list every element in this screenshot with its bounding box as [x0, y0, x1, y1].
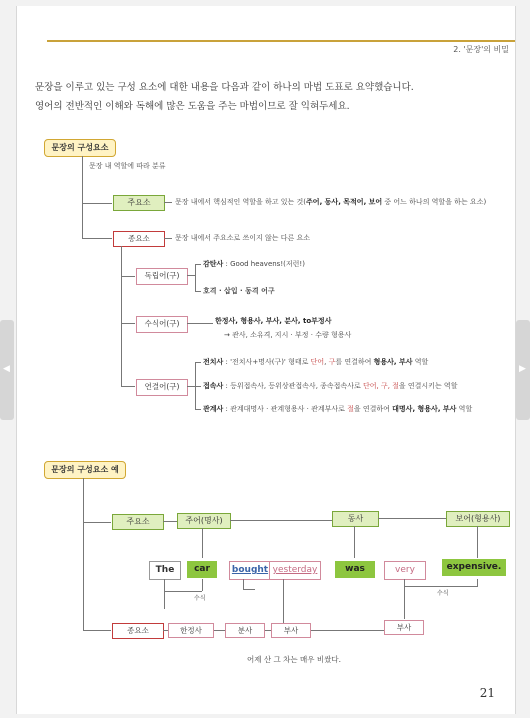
independent-box: 독립어(구) — [136, 268, 188, 285]
connector-conjunction: 접속사 : 등위접속사, 등위상관접속사, 종속접속사로 단어, 구, 절을 연결시키는 역할 — [203, 382, 458, 390]
next-page-arrow[interactable] — [516, 320, 530, 420]
modifies-label-1: 수식 — [194, 595, 206, 602]
role-subject: 주어(명사) — [177, 513, 231, 529]
word-the: The — [149, 561, 181, 580]
diagram2-title: 문장의 구성요소 예 — [44, 461, 126, 479]
word-expensive: expensive. — [442, 559, 506, 576]
modifies-label-2: 수식 — [437, 590, 449, 597]
ex-main-box: 주요소 — [112, 514, 164, 530]
word-was: was — [335, 561, 375, 578]
diagram1-title: 문장의 구성요소 — [44, 139, 116, 157]
intro-line-1: 문장을 이루고 있는 구성 요소에 대한 내용을 다음과 같이 하나의 마법 도표로 요약했습니다. — [35, 82, 414, 93]
role-complement: 보어(형용사) — [446, 511, 510, 527]
connector-box: 연결어(구) — [136, 379, 188, 396]
modifier-item-1: 한정사, 형용사, 부사, 분사, to부정사 — [215, 317, 332, 325]
classification-note: 문장 내 역할에 따라 분류 — [89, 162, 166, 170]
page-number: 21 — [479, 686, 495, 700]
connector-relative: 관계사 : 관계대명사 · 관계형용사 · 관계부사로 절을 연결하여 대명사, 형용사, 부사 역할 — [203, 405, 473, 413]
translation: 어제 산 그 차는 매우 비쌌다. — [247, 655, 341, 664]
modifier-box: 수식어(구) — [136, 316, 188, 333]
role-verb: 동사 — [332, 511, 379, 527]
header-rule — [47, 40, 515, 42]
intro-text — [35, 78, 505, 116]
word-bought: bought — [229, 561, 271, 580]
sub-element-desc: 문장 내에서 주요소로 쓰이지 않는 다른 요소 — [175, 234, 311, 242]
sub-role-adverb-1: 부사 — [271, 623, 311, 638]
modifier-item-2: → 관사, 소유격, 지시 · 부정 · 수량 형용사 — [224, 331, 352, 339]
book-page — [16, 6, 516, 714]
prev-page-arrow[interactable] — [0, 320, 14, 420]
sub-element-box: 종요소 — [113, 231, 165, 247]
sub-role-adverb-2: 부사 — [384, 620, 424, 635]
intro-line-2: 영어의 전반적인 이해와 독해에 많은 도움을 주는 마법이므로 잘 익혀두세요. — [35, 101, 350, 112]
main-element-box: 주요소 — [113, 195, 165, 211]
word-car: car — [187, 561, 217, 578]
independent-item-1: 감탄사 : Good heavens!(저런!) — [203, 260, 305, 268]
main-element-desc: 문장 내에서 핵심적인 역할을 하고 있는 것(주어, 동사, 목적어, 보어 중 어느 하나의 역할을 하는 요소) — [175, 198, 487, 206]
chevron-left-icon: ◀ — [3, 364, 10, 374]
word-yesterday: yesterday — [269, 561, 321, 580]
independent-item-2: 호격 · 삽입 · 동격 어구 — [203, 287, 275, 295]
chapter-header: 2. '문장'의 비밀 — [453, 45, 509, 54]
sub-role-participle: 분사 — [225, 623, 265, 638]
connector-preposition: 전치사 : '전치사+명사(구)' 형태로 단어, 구를 연결하여 형용사, 부사 역할 — [203, 358, 429, 366]
sub-role-determiner: 한정사 — [168, 623, 214, 638]
chevron-right-icon: ▶ — [519, 364, 526, 374]
ex-sub-box: 종요소 — [112, 623, 164, 639]
word-very: very — [384, 561, 426, 580]
